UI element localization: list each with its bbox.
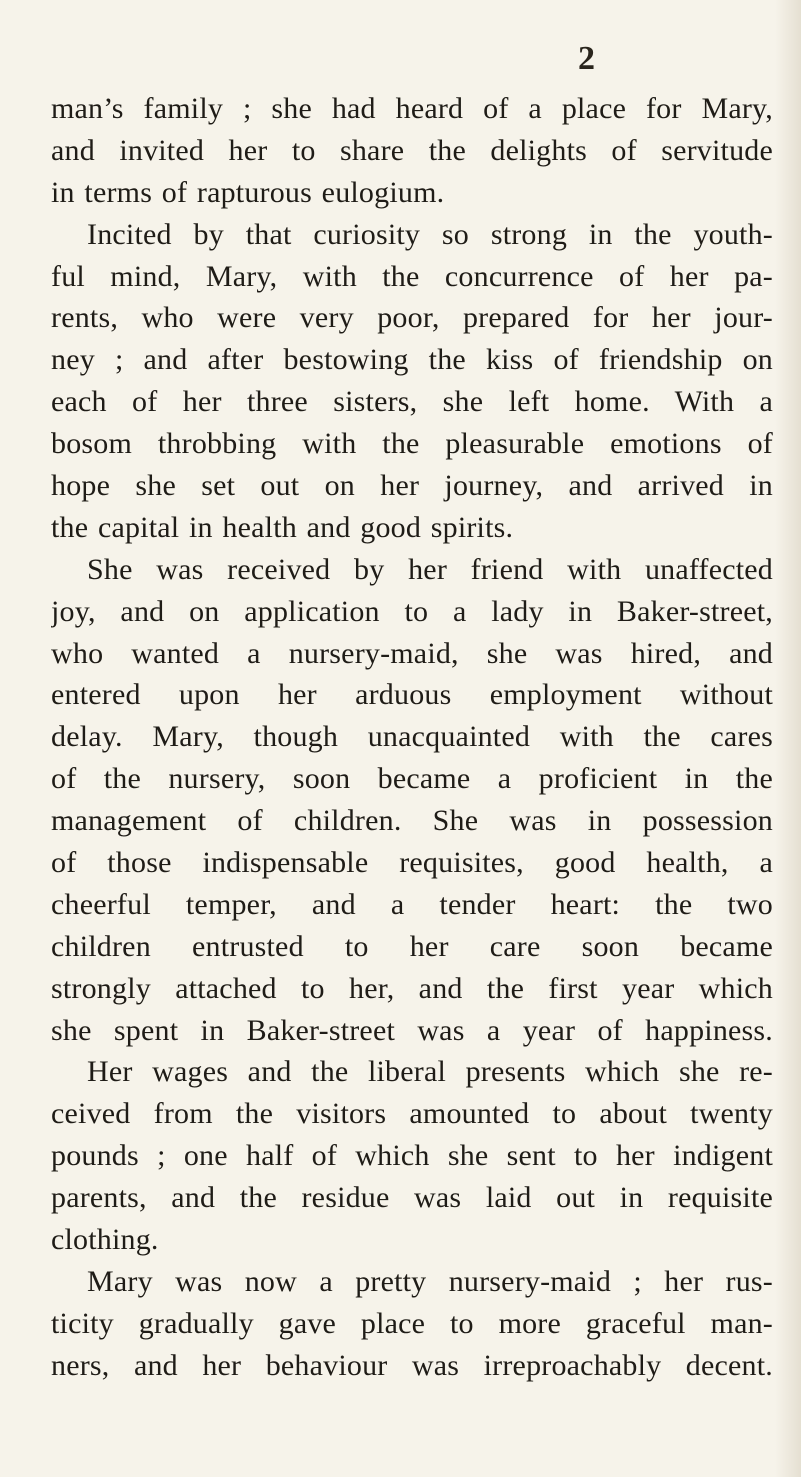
- text-line: management of children. She was in possession: [51, 804, 773, 838]
- paragraph-start-line: Mary was now a pretty nursery-maid ; her rus-: [87, 1264, 773, 1298]
- text-line: and invited her to share the delights of servitude: [51, 133, 773, 167]
- text-line: ceived from the visitors amounted to about twenty: [51, 1097, 773, 1131]
- text-line: clothing.: [51, 1223, 159, 1257]
- text-line: cheerful temper, and a tender heart: the two: [51, 887, 773, 921]
- text-line: ticity gradually gave place to more graceful man-: [51, 1306, 773, 1340]
- text-line: hope she set out on her journey, and arrived in: [51, 469, 773, 503]
- text-line: parents, and the residue was laid out in requisite: [51, 1181, 773, 1215]
- text-line: man’s family ; she had heard of a place for Mary,: [51, 92, 773, 125]
- text-line: of the nursery, soon became a proficient in the: [51, 762, 773, 796]
- page-number: 2: [578, 40, 595, 77]
- text-line: ners, and her behaviour was irreproachably decent.: [51, 1348, 773, 1382]
- text-line: bosom throbbing with the pleasurable emotions of: [51, 427, 773, 461]
- text-line: children entrusted to her care soon became: [51, 929, 773, 963]
- text-line: joy, and on application to a lady in Baker-street,: [51, 594, 773, 628]
- text-line: strongly attached to her, and the first year which: [51, 971, 773, 1005]
- text-line: pounds ; one half of which she sent to her indigent: [51, 1139, 773, 1173]
- text-line: ney ; and after bestowing the kiss of friendship on: [51, 343, 773, 377]
- text-line: each of her three sisters, she left home. With a: [51, 385, 773, 419]
- text-line: delay. Mary, though unacquainted with the cares: [51, 720, 773, 754]
- paragraph-start-line: She was received by her friend with unaffected: [87, 552, 773, 586]
- text-line: entered upon her arduous employment without: [51, 678, 773, 712]
- text-line: Her wages and the liberal presents which she re-: [87, 1055, 773, 1089]
- text-line: ful mind, Mary, with the concurrence of her pa-: [51, 259, 773, 293]
- text-line: she spent in Baker-street was a year of happiness.: [51, 1013, 773, 1047]
- text-line: rents, who were very poor, prepared for her jour-: [51, 301, 773, 335]
- text-line: in terms of rapturous eulogium.: [51, 175, 445, 209]
- text-line: who wanted a nursery-maid, she was hired, and: [51, 636, 773, 670]
- text-line: of those indispensable requisites, good health, a: [51, 846, 773, 880]
- body-text: [51, 88, 773, 1387]
- paragraph-start-line: Incited by that curiosity so strong in the youth-: [87, 217, 773, 251]
- page-edge-shadow: [775, 0, 801, 1477]
- text-line: the capital in health and good spirits.: [51, 510, 514, 544]
